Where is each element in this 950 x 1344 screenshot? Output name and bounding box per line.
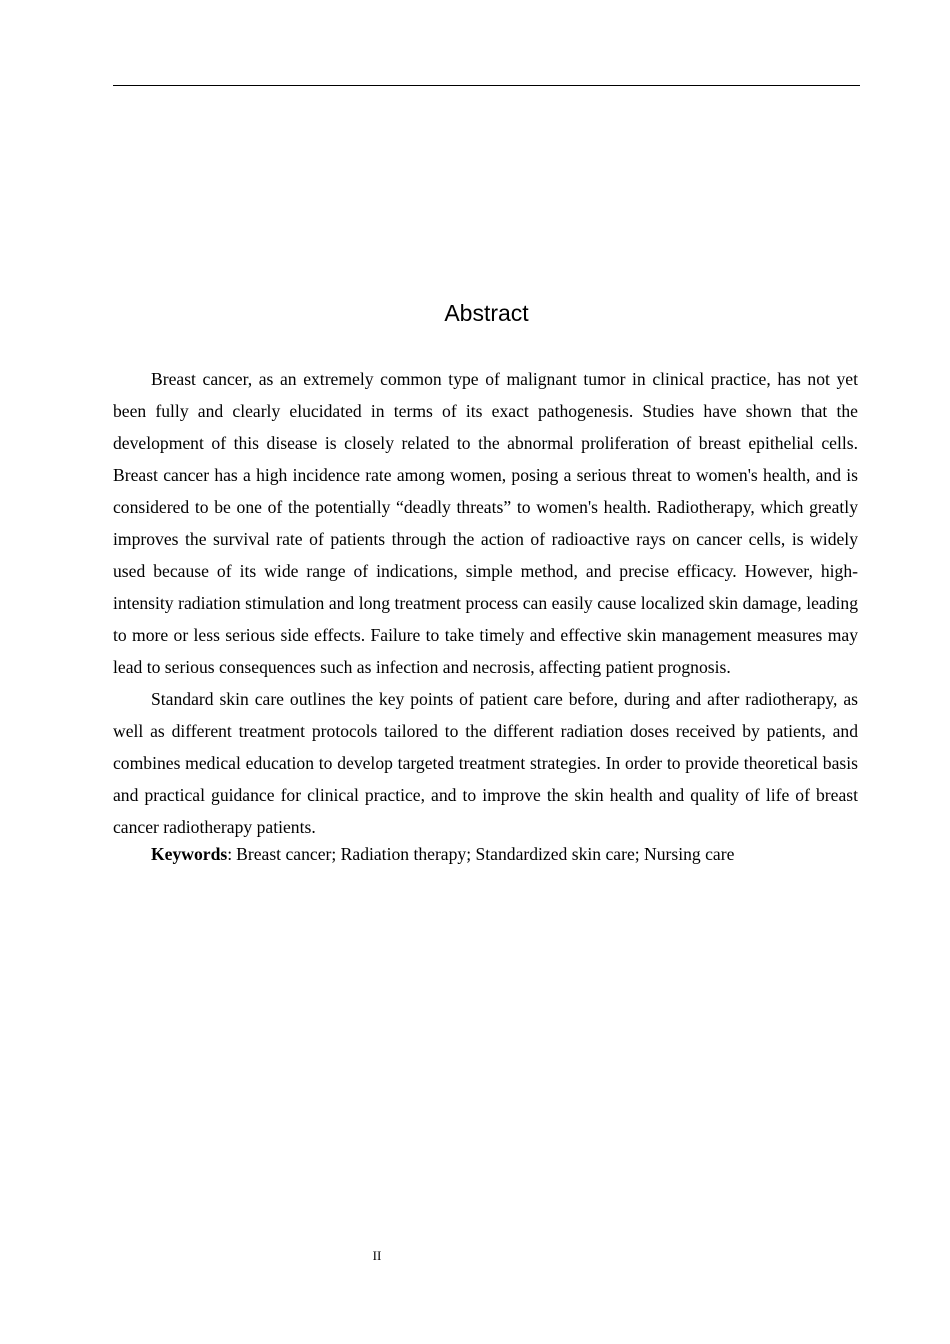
page-number: II xyxy=(372,1248,382,1263)
abstract-paragraph-1: Breast cancer, as an extremely common type of malignant tumor in clinical practice, has not yet been fully and clearly elucidated in terms of its exact pathogenesis. Studies have shown that the development of this disease is closely related to the abnormal proliferation of breast epithelial cells. Breast cancer has a high incidence rate among women, posing a serious threat to women's health, and is considered to be one of the potentially “deadly threats” to women's health. Radiotherapy, which greatly improves the survival rate of patients through the action of radioactive rays on cancer cells, is widely used because of its wide range of indications, simple method, and precise efficacy. However, high-intensity radiation stimulation and long treatment process can easily cause localized skin damage, leading to more or less serious side effects. Failure to take timely and effective skin management measures may lead to serious consequences such as infection and necrosis, affecting patient prognosis. xyxy=(113,369,858,677)
keywords-label: Keywords xyxy=(151,844,228,864)
keywords-text: Breast cancer; Radiation therapy; Standardized skin care; Nursing care xyxy=(236,844,735,864)
abstract-body xyxy=(113,363,858,865)
keywords-line xyxy=(113,843,858,865)
header-rule xyxy=(113,85,860,86)
abstract-title: Abstract xyxy=(444,300,529,326)
abstract-paragraph-2: Standard skin care outlines the key points of patient care before, during and after radiotherapy, as well as different treatment protocols tailored to the different radiation doses received by patients, and combines medical education to develop targeted treatment strategies. In order to provide theoretical basis and practical guidance for clinical practice, and to improve the skin health and quality of life of breast cancer radiotherapy patients. xyxy=(113,689,858,837)
keywords-separator: : xyxy=(227,844,233,864)
